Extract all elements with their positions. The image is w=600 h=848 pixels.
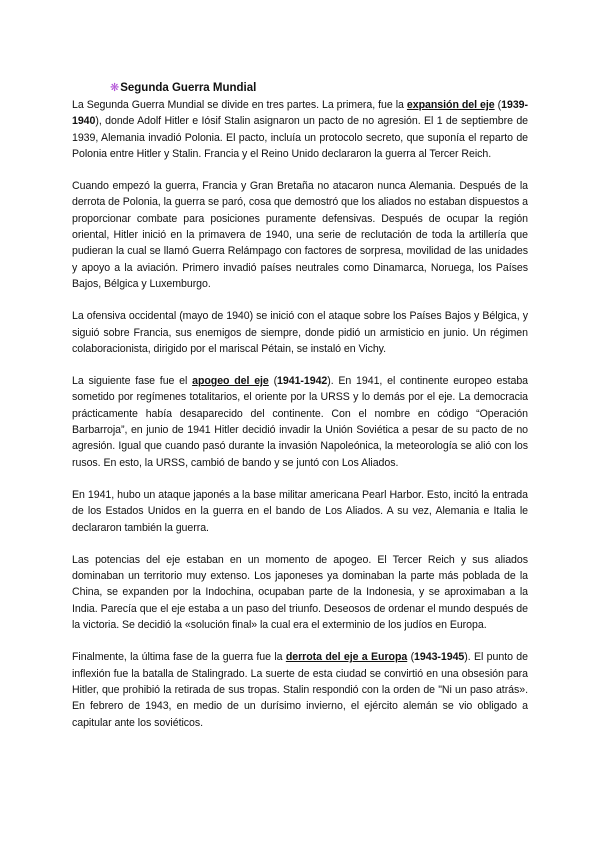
paragraph-1-text-b: (: [494, 99, 502, 111]
paragraph-1-text-c: ), donde Adolf Hitler e Iósif Stalin asignaron un pacto de no agresión. El 1 de septiembre de 1939, Alemania invadió Polonia. El pacto, incluía un protocolo secreto, que suponía el reparto de Polonia entre Hitler y Stalin. Francia y el Reino Unido declararon la guerra al Tercer Reich.: [72, 115, 528, 160]
paragraph-4-text-b: (: [268, 375, 278, 388]
years-1943-1945: 1943-1945: [414, 651, 465, 664]
flower-bullet-icon: ❋: [110, 82, 120, 94]
paragraph-7-text-a: Finalmente, la última fase de la guerra fue la: [72, 651, 286, 664]
paragraph-4: [72, 373, 528, 471]
paragraph-4-text-c: ). En 1941, el continente europeo estaba sometido por regímenes totalitarios, el oriente por la URSS y lo demás por el eje. La democracia prácticamente había desaparecido del continente. Con el nombre en código “Operación Barbarroja”, en junio de 1941 Hitler decidió invadir la Unión Soviética a pesar de su pacto de no agresión. Igual que cuando pasó durante la invasión Napoleónica, la meteorología se alió con los rusos. En esto, la URSS, cambió de bando y se juntó con Los Aliados.: [72, 375, 529, 469]
paragraph-7: [72, 649, 528, 730]
years-1941-1942: 1941-1942: [277, 375, 328, 388]
paragraph-7-text-b: (: [407, 651, 415, 664]
paragraph-4-text-a: La siguiente fase fue el: [72, 375, 193, 388]
paragraph-2: Cuando empezó la guerra, Francia y Gran Bretaña no atacaron nunca Alemania. Después de la derrota de Polonia, la guerra se paró, cosa que demostró que los aliados no estaban dispuestos a proporcionar combate para posiciones puramente defensivas. Después de ocupar la región oriental, Hitler inició en la primavera de 1940, una serie de reclutación de toda la artillería que pudieran la cual se llamó Guerra Relámpago con factores de sorpresa, movilidad de las unidades y apoyo a la aviación. Primero invadió países neutrales como Dinamarca, Noruega, los Países Bajos, Bélgica y Luxemburgo.: [72, 180, 528, 290]
term-derrota-del-eje: derrota del eje a Europa: [285, 651, 408, 664]
paragraph-7-text-c: ). El punto de inflexión fue la batalla de Stalingrado. La suerte de esta ciudad se convirtió en una obsesión para Hitler, que prohibió la retirada de sus tropas. Stalin respondió con la orden de "Ni un paso atrás». En febrero de 1943, en medio de un durísimo invierno, el ejército alemán se vio obligado a capitular ante los soviéticos.: [72, 651, 528, 729]
term-apogeo-del-eje: apogeo del eje: [192, 375, 269, 388]
term-expansion-del-eje: expansión del eje: [406, 99, 495, 111]
paragraph-1: [72, 97, 528, 162]
document-title: Segunda Guerra Mundial: [120, 82, 257, 94]
paragraph-5: En 1941, hubo un ataque japonés a la base militar americana Pearl Harbor. Esto, incitó la entrada de los Estados Unidos en la guerra en el bando de Los Aliados. A su vez, Alemania e Italia le declararon también la guerra.: [72, 488, 528, 534]
paragraph-1-text-a: La Segunda Guerra Mundial se divide en tres partes. La primera, fue la: [72, 99, 407, 111]
document-title-row: [110, 81, 528, 97]
paragraph-3: La ofensiva occidental (mayo de 1940) se inició con el ataque sobre los Países Bajos y Bélgica, y siguió sobre Francia, sus enemigos de siempre, donde pidió un armisticio en junio. Un régimen colaboracionista, dirigido por el mariscal Pétain, se instaló en Vichy.: [72, 310, 528, 355]
paragraph-6: Las potencias del eje estaban en un momento de apogeo. El Tercer Reich y sus aliados dominaban un territorio muy extenso. Los japoneses ya dominaban la parte más poblada de la China, se expanden por la Indochina, ocupaban parte de la Indonesia, y se aproximaban a la India. Parecía que el eje estaba a un paso del triunfo. Deseosos de ordenar el mundo después de la victoria. Se decidió la «solución final» la cual era el exterminio de los judíos en Europa.: [72, 553, 528, 632]
years-1939-1940: 1939-1940: [72, 99, 528, 128]
